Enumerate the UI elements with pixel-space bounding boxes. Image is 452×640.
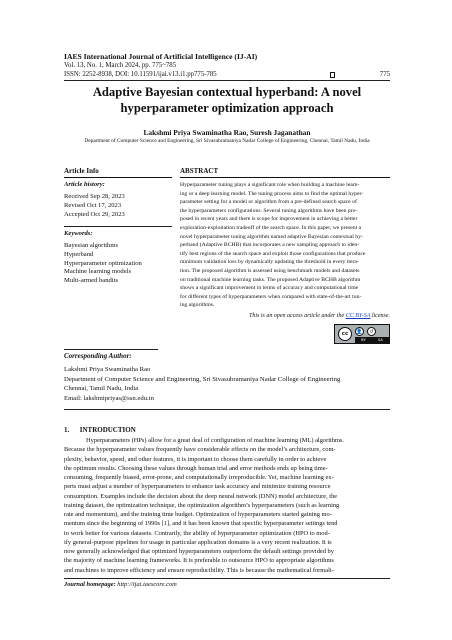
body-line: training dataset, the optimization technique, the optimization algorithm’s hyperparameters (such as learning: [64, 501, 340, 509]
history-accepted: Accepted Oct 29, 2023: [64, 210, 125, 218]
attribution-person-icon: 👤: [356, 328, 363, 335]
page-number-group: [330, 71, 390, 78]
abstract-line: ing or a deep learning model. The tuning process aims to find the optimal hyper-: [180, 190, 364, 197]
journal-name: IAES International Journal of Artificial Intelligence (IJ-AI): [64, 52, 258, 61]
body-line: mentum since the beginning of 1990s [1], and it has been known that specific hyperparameter settings tend: [64, 520, 338, 528]
journal-volume: Vol. 13, No. 1, March 2024, pp. 775~785: [64, 62, 177, 69]
license-suffix: license.: [370, 313, 390, 319]
section-divider: [64, 409, 390, 410]
cc-logo-icon: cc: [338, 327, 352, 341]
keywords-rule: [64, 226, 172, 227]
abstract-line: parameter setting for a model or algorithm from a pre-defined search space of: [180, 199, 357, 206]
title-line-2: hyperparameter optimization approach: [120, 101, 334, 115]
cc-badge-right: [352, 325, 389, 343]
body-line: consuming, frequently biased, error-prone, and computationally irreproducible. Yet, machine learning ex-: [64, 474, 334, 481]
keyword: Machine learning models: [64, 268, 132, 276]
article-info-heading: Article Info: [64, 167, 99, 175]
abstract-line: ing algorithms.: [180, 302, 215, 309]
abstract-text: [180, 181, 390, 310]
body-line: and machines to improve efficiency and ensure reproducibility. This is because the mathematical formali-: [64, 566, 334, 574]
introduction-text: [64, 436, 390, 576]
body-line: the optimum results. Choosing these values through human trial and error methods ends up being time-: [64, 464, 328, 472]
journal-issn: ISSN: 2252-8938, DOI: 10.11591/ijai.v13.i1.pp775-785: [64, 71, 217, 78]
body-line: Because the hyperparameter values frequently have considerable effects on the model’s architecture, com-: [64, 446, 336, 454]
body-line: the majority of machine learning frameworks. It is preferable to outsource HPO to appropriate algorithms: [64, 557, 334, 565]
abstract-line: shows a significant improvement in terms of accuracy and computational time: [180, 285, 359, 292]
license-text: [180, 313, 390, 319]
abstract-line: minimum validation loss by dynamically updating the threshold in every itera-: [180, 259, 359, 266]
abstract-line: Hyperparameter tuning plays a significant role when building a machine learn-: [180, 182, 360, 188]
abstract-line: posed in recent years and there is scope for improvement in achieving a better: [180, 216, 358, 223]
body-line: plexity, behavior, speed, and other features, it is important to choose them carefully in order to achieve: [64, 455, 327, 463]
corresponding-details: [64, 365, 394, 403]
body-line: to work better for various datasets. Contrarily, the ability of hyperparameter optimization (HPO to mod-: [64, 529, 330, 537]
keyword: Bayesian algorithms: [64, 242, 119, 249]
footer-rule: [64, 578, 390, 579]
introduction-heading: 1. INTRODUCTION: [64, 426, 136, 434]
keyword: Hyperband: [64, 250, 94, 258]
license-prefix: This is an open access article under the: [249, 313, 346, 319]
footer-label: Journal homepage:: [64, 581, 116, 588]
affiliation: Department of Computer Science and Engineering, Sri Sivasubramaniya Nadar College of Engineering, Chennai, Tamil Nadu, India: [84, 138, 370, 144]
paper-title: [64, 84, 390, 116]
abstract-line: novel hyperparameter tuning algorithm named adaptive Bayesian contextual hy-: [180, 233, 363, 240]
history-heading: Article history:: [64, 181, 105, 188]
article-info-rule: [64, 177, 172, 178]
history-received: Received Sep 28, 2023: [64, 193, 125, 200]
license-link[interactable]: CC BY-SA: [345, 313, 371, 319]
corresponding-rule: [64, 349, 158, 350]
journal-homepage-link[interactable]: http://ijai.iaescore.com: [117, 581, 177, 588]
document-icon: [330, 72, 335, 78]
corresponding-location: Chennai, Tamil Nadu, India: [64, 385, 139, 392]
abstract-line: perband (Adaptive BCHB) that incorporates a new sampling approach to iden-: [180, 242, 360, 249]
page-number: 775: [379, 71, 390, 78]
body-line: consumption. Examples include the decision about the deep neural network (DNN) model architecture, the: [64, 492, 338, 500]
body-line: now generally acknowledged that optimized hyperparameters outperform the default settings provided by: [64, 548, 334, 555]
header-rule: [64, 80, 390, 81]
body-line: Hyperparameters (HPs) allow for a great deal of configuration of machine learning (ML) algorithms.: [86, 437, 345, 444]
cc-by-label: BY: [361, 338, 366, 342]
abstract-line: tion. The proposed algorithm is assessed using benchmark models and datasets: [180, 267, 360, 274]
title-line-1: Adaptive Bayesian contextual hyperband: A novel: [92, 85, 362, 99]
corresponding-email: Email: lakshmipriyas@ssn.edu.in: [64, 394, 154, 402]
abstract-line: tify best regions of the search space and exploit those configurations that produce: [180, 250, 366, 257]
cc-sa-label: SA: [378, 338, 383, 342]
cc-by-sa-badge[interactable]: [334, 324, 390, 344]
corresponding-name: Lakshmi Priya Swaminatha Rao: [64, 366, 151, 373]
authors: Lakshmi Priya Swaminatha Rao, Suresh Jaganathan: [143, 128, 311, 137]
keyword: Hyperparameter optimization: [64, 259, 142, 267]
corresponding-dept: Department of Computer Science and Engineering, Sri Sivasubramaniya Nadar College of Engineering: [64, 375, 341, 383]
body-line: rate and momentum), and the training time budget. Optimization of hyperparameters started gaining mo-: [64, 511, 332, 518]
history-revised: Revised Oct 17, 2023: [64, 201, 122, 209]
body-line: perts must adjust a number of hyperparameters to enhance task accuracy and minimize training resource: [64, 483, 331, 491]
footer: [64, 581, 177, 588]
keywords-heading: Keywords:: [64, 230, 93, 237]
corresponding-heading: Corresponding Author:: [64, 352, 132, 360]
abstract-line: the hyperparameters configurations. Several tuning algorithms have been pro-: [180, 207, 358, 214]
keywords-list: [64, 242, 172, 286]
share-alike-icon: ↺: [367, 327, 376, 336]
abstract-line: for different types of hyperparameters when compared with state-of-the-art tun-: [180, 293, 362, 300]
body-line: ify general-purpose pipelines for usage in particular application domains is a very recent realization. It is: [64, 538, 332, 546]
cc-labels: [355, 337, 389, 343]
abstract-heading: ABSTRACT: [180, 167, 219, 175]
keyword: Multi-armed bandits: [64, 277, 119, 285]
abstract-line: on traditional machine learning tasks. The proposed Adaptive BCHB algorithm: [180, 276, 361, 283]
cc-icons: [355, 327, 389, 336]
abstract-line: exploration-exploitation tradeoff of the search space. In this paper, we present a: [180, 224, 362, 231]
history-list: [64, 193, 172, 219]
abstract-rule: [180, 177, 390, 178]
